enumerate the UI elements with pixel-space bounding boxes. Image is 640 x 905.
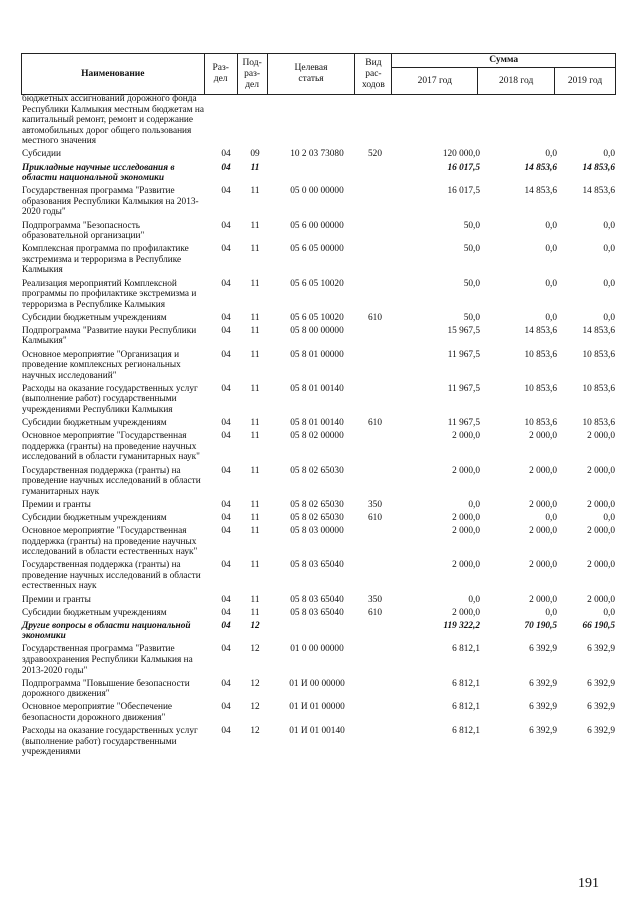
row-name: Государственная программа "Развитие образования Республики Калмыкия на 2013-2020 годы" [22, 186, 199, 218]
row-name: Государственная программа "Развитие здравоохранения Республики Калмыкия на 2013-2020 годы" [22, 644, 193, 676]
row-sum-2017: 0,0 [468, 594, 480, 605]
table-row [21, 679, 616, 700]
row-sum-2019: 2 000,0 [587, 431, 615, 442]
row-podrazdel: 11 [250, 418, 260, 429]
row-razdel: 04 [221, 349, 231, 360]
row-target: 05 8 02 65030 [290, 465, 344, 476]
row-sum-2017: 120 000,0 [442, 149, 480, 160]
row-podrazdel: 11 [250, 465, 260, 476]
header-target: Целевая статья [267, 54, 355, 95]
row-sum-2017: 50,0 [463, 244, 480, 255]
row-vid: 610 [368, 312, 382, 323]
row-name: Субсидии бюджетным учреждениям [22, 418, 167, 429]
row-sum-2018: 2 000,0 [529, 525, 557, 536]
row-podrazdel: 12 [250, 620, 260, 631]
row-name: Комплексная программа по профилактике экстремизма и терроризма в Республике Калмыкия [22, 244, 189, 276]
row-sum-2019: 2 000,0 [587, 594, 615, 605]
row-vid: 520 [368, 149, 382, 160]
table-row [21, 608, 616, 619]
row-target: 05 6 05 10020 [290, 312, 344, 323]
row-sum-2019: 2 000,0 [587, 560, 615, 571]
row-sum-2018: 10 853,6 [524, 418, 557, 429]
row-sum-2017: 16 017,5 [447, 186, 480, 197]
row-podrazdel: 11 [250, 560, 260, 571]
row-target: 01 И 01 00000 [289, 702, 345, 713]
row-razdel: 04 [221, 186, 231, 197]
row-sum-2018: 70 190,5 [524, 620, 557, 631]
row-podrazdel: 11 [250, 325, 260, 336]
row-sum-2017: 50,0 [463, 278, 480, 289]
row-name: Подпрограмма "Развитие науки Республики Калмыкия" [22, 325, 197, 347]
row-podrazdel: 11 [250, 512, 260, 523]
row-sum-2017: 6 812,1 [452, 702, 480, 713]
row-name: Основное мероприятие "Организация и проведение комплексных региональных научных исследований" [22, 349, 181, 381]
row-sum-2019: 10 853,6 [582, 383, 615, 394]
row-sum-2017: 2 000,0 [452, 512, 480, 523]
row-name: Реализация мероприятий Комплексной программы по профилактике экстремизма и терроризма в Республике Калмыкия [22, 278, 197, 310]
row-razdel: 04 [221, 644, 231, 655]
row-sum-2017: 15 967,5 [447, 325, 480, 336]
row-vid: 350 [368, 594, 382, 605]
row-sum-2019: 0,0 [603, 607, 615, 618]
row-razdel: 04 [221, 594, 231, 605]
row-target: 05 8 02 65030 [290, 499, 344, 510]
table-row [21, 702, 616, 723]
row-sum-2019: 66 190,5 [582, 620, 615, 631]
row-name: Расходы на оказание государственных услуг (выполнение работ) государственными учреждениями Республики Калмыкия [22, 383, 198, 416]
row-target: 05 8 01 00140 [290, 418, 344, 429]
header-2019: 2019 год [555, 68, 616, 95]
row-razdel: 04 [221, 312, 231, 323]
row-podrazdel: 09 [250, 149, 260, 160]
header-2017: 2017 год [392, 68, 478, 95]
row-razdel: 04 [221, 431, 231, 442]
page-number: 191 [578, 876, 599, 891]
row-name: Премии и гранты [22, 499, 91, 510]
row-sum-2019: 6 392,9 [587, 678, 615, 689]
row-razdel: 04 [221, 418, 231, 429]
row-sum-2017: 119 322,2 [443, 620, 480, 631]
table-row [21, 526, 616, 558]
row-sum-2019: 6 392,9 [587, 644, 615, 655]
row-sum-2017: 11 967,5 [447, 349, 480, 360]
row-target: 05 8 01 00140 [290, 383, 344, 394]
row-name: Основное мероприятие "Государственная поддержка (гранты) на проведение научных исследований в области гуманитарных наук" [22, 431, 200, 463]
row-sum-2018: 2 000,0 [529, 431, 557, 442]
table-row [21, 244, 616, 276]
row-name: Государственная поддержка (гранты) на проведение научных исследований в области естественных наук [22, 560, 201, 592]
row-podrazdel: 11 [250, 607, 260, 618]
row-sum-2019: 2 000,0 [587, 499, 615, 510]
row-razdel: 04 [221, 220, 231, 231]
row-podrazdel: 11 [250, 186, 260, 197]
row-razdel: 04 [221, 678, 231, 689]
header-vid: Вид рас- ходов [355, 54, 392, 95]
row-sum-2017: 6 812,1 [452, 644, 480, 655]
row-name: Прикладные научные исследования в области национальной экономики [22, 162, 175, 184]
row-target: 05 6 05 00000 [290, 244, 344, 255]
row-sum-2017: 50,0 [463, 220, 480, 231]
row-podrazdel: 11 [250, 162, 260, 173]
row-target: 05 8 01 00000 [290, 349, 344, 360]
row-sum-2019: 0,0 [603, 220, 615, 231]
row-sum-2018: 2 000,0 [529, 560, 557, 571]
row-sum-2017: 11 967,5 [447, 383, 480, 394]
row-razdel: 04 [221, 383, 231, 394]
row-podrazdel: 11 [250, 431, 260, 442]
row-name: Другие вопросы в области национальной экономики [22, 620, 191, 642]
row-name: Подпрограмма "Повышение безопасности дорожного движения" [22, 678, 190, 700]
row-sum-2018: 6 392,9 [529, 702, 557, 713]
row-sum-2017: 2 000,0 [452, 431, 480, 442]
row-sum-2018: 14 853,6 [524, 162, 557, 173]
row-target: 05 8 03 00000 [290, 525, 344, 536]
row-sum-2019: 0,0 [603, 149, 615, 160]
table-row [21, 94, 616, 147]
table-row [21, 326, 616, 347]
table-body [21, 94, 616, 760]
row-sum-2018: 0,0 [545, 278, 557, 289]
row-podrazdel: 11 [250, 499, 260, 510]
row-sum-2018: 2 000,0 [529, 499, 557, 510]
row-sum-2018: 6 392,9 [529, 726, 557, 737]
row-sum-2018: 2 000,0 [529, 465, 557, 476]
row-name: Подпрограмма "Безопасность образовательной организации" [22, 220, 145, 242]
row-razdel: 04 [221, 278, 231, 289]
row-sum-2019: 14 853,6 [582, 186, 615, 197]
table-row [21, 350, 616, 382]
row-target: 05 6 00 00000 [290, 220, 344, 231]
table-row [21, 621, 616, 642]
row-sum-2018: 14 853,6 [524, 325, 557, 336]
row-name: Основное мероприятие "Государственная поддержка (гранты) на проведение научных исследований в области естественных наук" [22, 525, 198, 558]
row-podrazdel: 11 [250, 349, 260, 360]
row-razdel: 04 [221, 149, 231, 160]
row-razdel: 04 [221, 512, 231, 523]
table-row [21, 149, 616, 160]
row-name: Расходы на оказание государственных услуг (выполнение работ) государственными учреждениями [22, 726, 198, 758]
row-vid: 350 [368, 499, 382, 510]
row-sum-2017: 50,0 [463, 312, 480, 323]
row-razdel: 04 [221, 499, 231, 510]
row-vid: 610 [368, 607, 382, 618]
table-row [21, 500, 616, 511]
row-sum-2017: 6 812,1 [452, 726, 480, 737]
row-podrazdel: 11 [250, 244, 260, 255]
row-podrazdel: 12 [250, 678, 260, 689]
row-razdel: 04 [221, 702, 231, 713]
row-sum-2019: 14 853,6 [582, 325, 615, 336]
row-sum-2018: 14 853,6 [524, 186, 557, 197]
row-podrazdel: 12 [250, 644, 260, 655]
row-sum-2018: 10 853,6 [524, 349, 557, 360]
row-razdel: 04 [221, 465, 231, 476]
row-podrazdel: 11 [250, 383, 260, 394]
row-target: 05 6 05 10020 [290, 278, 344, 289]
row-razdel: 04 [221, 325, 231, 336]
table-row [21, 431, 616, 463]
row-name: Премии и гранты [22, 594, 91, 605]
row-sum-2019: 2 000,0 [587, 465, 615, 476]
table-row [21, 513, 616, 524]
row-sum-2017: 2 000,0 [452, 607, 480, 618]
row-name: Субсидии [22, 149, 62, 160]
row-razdel: 04 [221, 162, 231, 173]
table-row [21, 726, 616, 758]
row-razdel: 04 [221, 726, 231, 737]
row-sum-2019: 6 392,9 [587, 702, 615, 713]
row-name: Государственная поддержка (гранты) на проведение научных исследований в области гуманитарных наук [22, 465, 201, 497]
row-target: 05 8 02 00000 [290, 431, 344, 442]
row-target: 05 0 00 00000 [290, 186, 344, 197]
row-podrazdel: 11 [250, 220, 260, 231]
header-name: Наименование [22, 54, 205, 95]
row-sum-2017: 2 000,0 [452, 525, 480, 536]
row-vid: 610 [368, 418, 382, 429]
row-razdel: 04 [221, 560, 231, 571]
row-sum-2019: 6 392,9 [587, 726, 615, 737]
row-podrazdel: 11 [250, 594, 260, 605]
row-podrazdel: 11 [250, 278, 260, 289]
row-sum-2017: 11 967,5 [447, 418, 480, 429]
row-sum-2018: 2 000,0 [529, 594, 557, 605]
row-sum-2018: 6 392,9 [529, 678, 557, 689]
row-sum-2019: 14 853,6 [582, 162, 615, 173]
row-target: 05 8 02 65030 [290, 512, 344, 523]
row-name: Субсидии бюджетным учреждениям [22, 607, 167, 618]
row-sum-2017: 16 017,5 [447, 162, 480, 173]
row-sum-2018: 0,0 [545, 312, 557, 323]
table-row [21, 418, 616, 429]
row-sum-2019: 10 853,6 [582, 418, 615, 429]
table-row [21, 560, 616, 592]
row-razdel: 04 [221, 525, 231, 536]
row-sum-2017: 6 812,1 [452, 678, 480, 689]
row-sum-2018: 0,0 [545, 244, 557, 255]
row-sum-2019: 10 853,6 [582, 349, 615, 360]
row-sum-2018: 0,0 [545, 149, 557, 160]
row-podrazdel: 11 [250, 525, 260, 536]
row-sum-2019: 2 000,0 [587, 525, 615, 536]
row-vid: 610 [368, 512, 382, 523]
row-sum-2018: 0,0 [545, 220, 557, 231]
row-name: Субсидии бюджетным учреждениям [22, 312, 167, 323]
row-razdel: 04 [221, 244, 231, 255]
row-sum-2017: 2 000,0 [452, 560, 480, 571]
table-row [21, 221, 616, 242]
row-razdel: 04 [221, 607, 231, 618]
row-sum-2019: 0,0 [603, 244, 615, 255]
row-sum-2018: 6 392,9 [529, 644, 557, 655]
header-2018: 2018 год [478, 68, 555, 95]
row-podrazdel: 12 [250, 702, 260, 713]
row-sum-2019: 0,0 [603, 278, 615, 289]
row-target: 05 8 03 65040 [290, 607, 344, 618]
header-razdel: Раз- дел [204, 54, 237, 95]
table-row [21, 595, 616, 606]
row-sum-2018: 0,0 [545, 512, 557, 523]
table-row [21, 644, 616, 676]
row-target: 01 И 00 00000 [289, 678, 345, 689]
table-row [21, 186, 616, 218]
row-name: бюджетных ассигнований дорожного фонда Республики Калмыкия местным бюджетам на капитальный ремонт, ремонт и содержание автомобильных дорог общего пользования местного значения [22, 94, 204, 147]
table-row [21, 466, 616, 498]
table-row [21, 313, 616, 324]
row-sum-2018: 0,0 [545, 607, 557, 618]
row-podrazdel: 11 [250, 312, 260, 323]
row-sum-2019: 0,0 [603, 312, 615, 323]
row-target: 01 И 01 00140 [289, 726, 345, 737]
row-razdel: 04 [221, 620, 231, 631]
row-target: 10 2 03 73080 [290, 149, 344, 160]
row-sum-2018: 10 853,6 [524, 383, 557, 394]
row-target: 05 8 03 65040 [290, 594, 344, 605]
row-name: Основное мероприятие "Обеспечение безопасности дорожного движения" [22, 702, 173, 723]
row-sum-2017: 0,0 [468, 499, 480, 510]
row-target: 01 0 00 00000 [290, 644, 344, 655]
row-target: 05 8 03 65040 [290, 560, 344, 571]
row-sum-2017: 2 000,0 [452, 465, 480, 476]
row-name: Субсидии бюджетным учреждениям [22, 512, 167, 523]
table-header [21, 53, 616, 95]
table-row [21, 279, 616, 311]
header-sum: Сумма [392, 54, 616, 68]
header-podrazdel: Под- раз- дел [237, 54, 267, 95]
table-row [21, 384, 616, 416]
row-target: 05 8 00 00000 [290, 325, 344, 336]
row-sum-2019: 0,0 [603, 512, 615, 523]
table-row [21, 163, 616, 184]
row-podrazdel: 12 [250, 726, 260, 737]
